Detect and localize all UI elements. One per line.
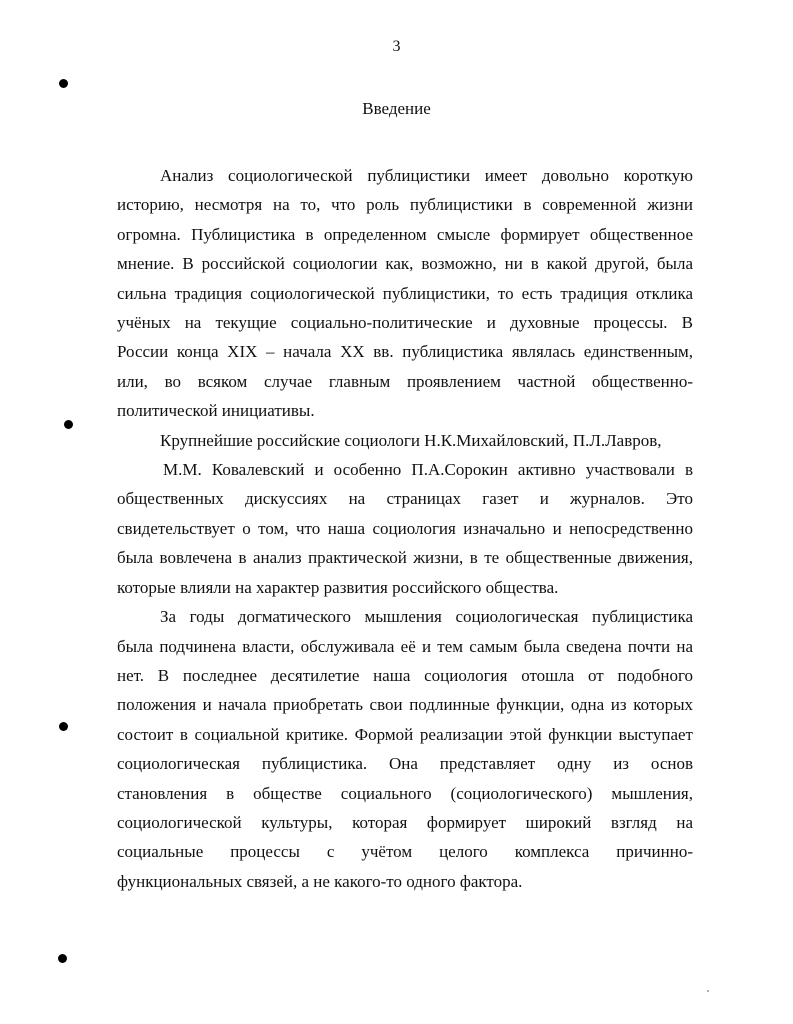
text-line: или, во всяком случае главным проявлением частной общественно- bbox=[117, 371, 693, 391]
text-line: свидетельствует о том, что наша социология изначально и непосредственно bbox=[117, 518, 693, 538]
paragraph bbox=[117, 426, 693, 455]
paragraph bbox=[117, 602, 693, 896]
text-line: социологическая публицистика. Она представляет одну из основ bbox=[117, 754, 693, 774]
section-heading: Введение bbox=[362, 99, 431, 118]
text-line: сильна традиция социологической публицистики, то есть традиция отклика bbox=[117, 283, 693, 303]
text-line: историю, несмотря на то, что роль публицистики в современной жизни bbox=[117, 195, 693, 215]
text-line: была вовлечена в анализ практической жизни, в те общественные движения, bbox=[117, 548, 693, 568]
text-line: мнение. В российской социологии как, возможно, ни в какой другой, была bbox=[117, 254, 693, 274]
scan-speck bbox=[707, 990, 709, 992]
text-line: Анализ социологической публицистики имеет довольно короткую bbox=[160, 166, 693, 185]
text-line: которые влияли на характер развития российского общества. bbox=[117, 577, 559, 597]
text-line: состоит в социальной критике. Формой реализации этой функции выступает bbox=[117, 724, 693, 744]
text-line: была подчинена власти, обслуживала её и тем самым была сведена почти на bbox=[117, 636, 693, 656]
text-line: огромна. Публицистика в определенном смысле формирует общественное bbox=[117, 224, 693, 244]
punch-hole-mark bbox=[59, 79, 68, 88]
text-line: За годы догматического мышления социологическая публицистика bbox=[160, 607, 693, 627]
text-line: России конца XIX – начала XX вв. публицистика являлась единственным, bbox=[117, 342, 693, 362]
page-number: 3 bbox=[392, 38, 401, 55]
paragraph bbox=[117, 455, 693, 602]
punch-hole-mark bbox=[64, 420, 73, 429]
body-text bbox=[117, 161, 693, 896]
punch-hole-mark bbox=[59, 722, 68, 731]
text-line: М.М. Ковалевский и особенно П.А.Сорокин активно участвовали в bbox=[163, 460, 693, 480]
text-line: нет. В последнее десятилетие наша социология отошла от подобного bbox=[117, 665, 693, 685]
text-line: Крупнейшие российские социологи Н.К.Михайловский, П.Л.Лавров, bbox=[160, 430, 662, 450]
text-line: социальные процессы с учётом целого комплекса причинно- bbox=[117, 842, 693, 862]
text-line: положения и начала приобретать свои подлинные функции, одна из которых bbox=[117, 695, 693, 715]
paragraph bbox=[117, 161, 693, 426]
text-line: социологической культуры, которая формирует широкий взгляд на bbox=[117, 812, 693, 832]
text-line: учёных на текущие социально-политические и духовные процессы. В bbox=[117, 313, 693, 333]
text-line: функциональных связей, а не какого-то одного фактора. bbox=[117, 871, 523, 891]
text-line: политической инициативы. bbox=[117, 401, 315, 421]
punch-hole-mark bbox=[58, 954, 67, 963]
text-line: общественных дискуссиях на страницах газет и журналов. Это bbox=[117, 489, 693, 509]
text-line: становления в обществе социального (социологического) мышления, bbox=[117, 783, 693, 803]
